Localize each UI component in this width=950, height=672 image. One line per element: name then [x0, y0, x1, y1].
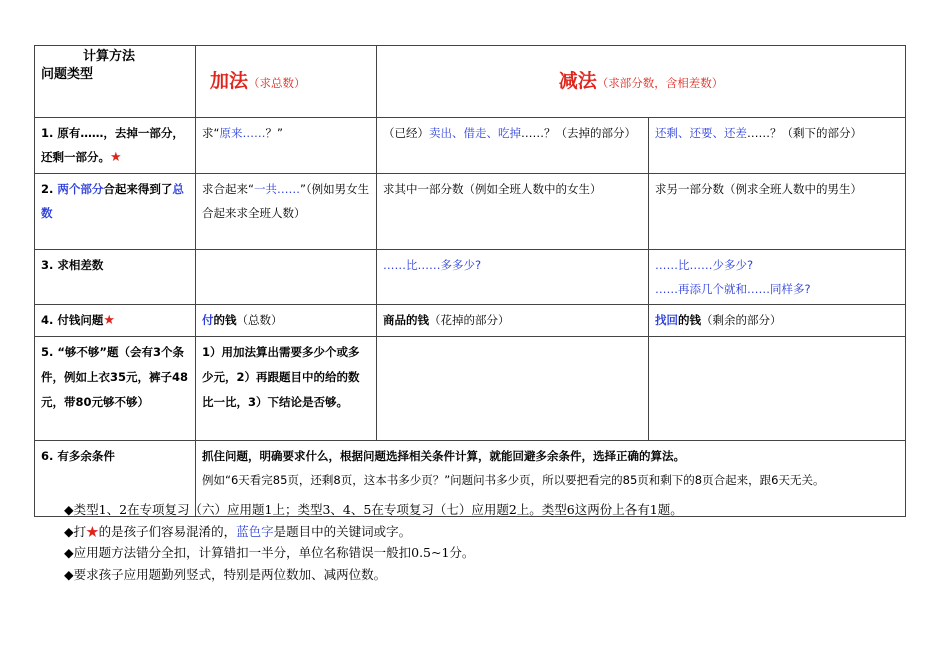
row2-sub1: 求其中一部分数（例如全班人数中的女生）: [377, 174, 649, 250]
notes: [64, 499, 683, 585]
row3-add: [196, 250, 377, 305]
row2-type-keyword2: 总数: [41, 182, 184, 220]
header-corner-cell: [35, 46, 196, 118]
row2-type-mid: 合起来得到了: [103, 182, 173, 196]
row1-sub1-pre: （已经）: [383, 126, 429, 140]
note-2: [64, 521, 683, 543]
row4-type-text: 4. 付钱问题: [41, 313, 104, 327]
row2-type-keyword: 两个部分: [57, 182, 104, 196]
row4-sub1-post: （花掉的部分）: [429, 313, 510, 327]
row1-type: [35, 118, 196, 174]
row2-add-keyword: 一共……: [253, 182, 300, 196]
row4-sub1-bold: 商品的钱: [383, 313, 429, 327]
row1-sub2-post: ……？（剩下的部分）: [747, 126, 862, 140]
row1-sub2-keyword: 还剩、还要、还差: [655, 126, 747, 140]
sub-subtitle: （求部分数，含相差数）: [596, 75, 724, 90]
type-label: 问题类型: [41, 67, 94, 82]
row1-add-post: ？”: [265, 126, 283, 140]
row5-add: 1）用加法算出需要多少个或多少元，2）再跟题目中的给的数比一比，3）下结论是否够。: [196, 337, 377, 441]
row4-add-keyword: 付: [202, 313, 214, 327]
row2-add-post: ”（例如男女生合起来求全班人数）: [202, 182, 370, 220]
row4-sub2-post: （剩余的部分）: [701, 313, 782, 327]
row4-sub2-keyword: 找回: [655, 313, 678, 327]
row1-add: [196, 118, 377, 174]
row1-sub1: [377, 118, 649, 174]
note-2-mid: 的是孩子们容易混淆的，: [98, 523, 237, 539]
row3-sub1: ……比……多多少?: [377, 250, 649, 305]
star-icon: ★: [110, 150, 122, 165]
sub-title: 减法: [558, 69, 597, 92]
add-subtitle: （求总数）: [248, 75, 306, 90]
header-add: [196, 46, 377, 118]
method-table: [34, 45, 906, 517]
add-title: 加法: [210, 69, 249, 92]
row5-sub1: [377, 337, 649, 441]
row2-add-pre: 求合起来“: [202, 182, 254, 196]
row2-add: [196, 174, 377, 250]
row4-sub1: [377, 305, 649, 337]
row6-bold-line: 抓住问题，明确要求什么，根据问题选择相关条件计算，就能回避多余条件，选择正确的算法。: [202, 449, 685, 463]
star-icon: ★: [86, 523, 99, 539]
row3-sub2-line2: ……再添几个就和……同样多?: [655, 282, 811, 296]
row4-sub2: [649, 305, 906, 337]
row4-add-post: （总数）: [236, 313, 283, 327]
row2-type: [35, 174, 196, 250]
row6-example: 例如“6天看完85页，还剩8页，这本书多少页？”问题问书多少页，所以要把看完的85页和剩下的8页合起来，跟6天无关。: [202, 473, 825, 487]
note-2-pre: ◆打: [64, 523, 87, 539]
row3-sub2: [649, 250, 906, 305]
note-1: ◆类型1、2在专项复习（六）应用题1上；类型3、4、5在专项复习（七）应用题2上。类型6这两份上各有1题。: [64, 502, 683, 517]
row4-type: [35, 305, 196, 337]
star-icon: ★: [103, 313, 116, 328]
row4-sub2-bold: 的钱: [678, 313, 701, 327]
row2-sub2: 求另一部分数（例求全班人数中的男生）: [649, 174, 906, 250]
row5-sub2: [649, 337, 906, 441]
header-subtract: [377, 46, 906, 118]
row4-add: [196, 305, 377, 337]
note-4: ◆要求孩子应用题勤列竖式，特别是两位数加、减两位数。: [64, 566, 387, 582]
row4-add-bold: 的钱: [213, 313, 237, 327]
row1-add-pre: 求“: [202, 126, 220, 140]
method-label: 计算方法: [83, 49, 136, 64]
note-2-blue: 蓝色字: [236, 523, 274, 539]
row3-type: 3. 求相差数: [35, 250, 196, 305]
note-2-post: 是题目中的关键词或字。: [273, 523, 412, 539]
row3-sub2-line1: ……比……少多少?: [655, 258, 754, 272]
row1-sub2: [649, 118, 906, 174]
row5-type: 5. “够不够”题（会有3个条件，例如上衣35元，裤子48元，带80元够不够）: [35, 337, 196, 441]
row1-add-keyword: 原来……: [219, 126, 266, 140]
row1-type-text: 1. 原有……，去掉一部分，还剩一部分。: [41, 126, 184, 164]
row1-sub1-keyword: 卖出、借走、吃掉: [429, 126, 521, 140]
note-3: ◆应用题方法错分全扣，计算错扣一半分，单位名称错误一般扣0.5~1分。: [64, 545, 475, 560]
row6-type: 6. 有多余条件: [35, 441, 196, 517]
row2-type-pre: 2.: [41, 182, 58, 196]
row1-sub1-post: ……？（去掉的部分）: [521, 126, 636, 140]
